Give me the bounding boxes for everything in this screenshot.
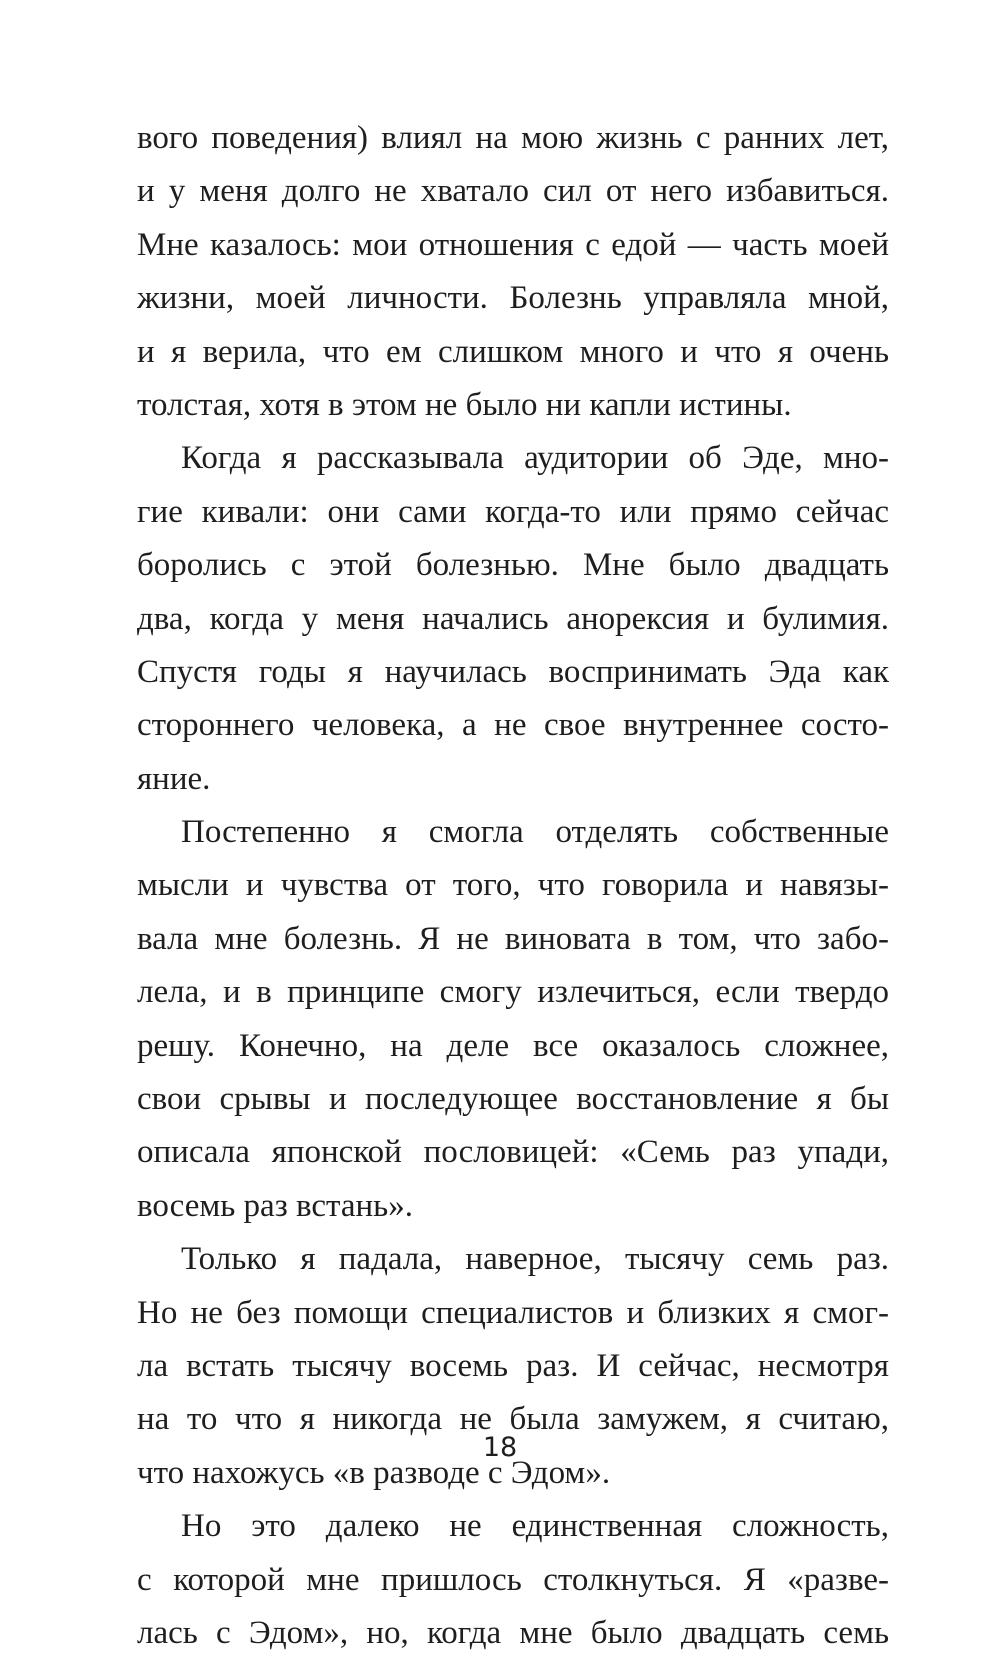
text-line: описала японской пословицей: «Семь раз упади, (137, 1134, 889, 1171)
text-line: толстая, хотя в этом не было ни капли истины. (137, 386, 792, 423)
text-line: лась с Эдом», но, когда мне было двадцать семь (137, 1614, 889, 1651)
text-line: на то что я никогда не была замужем, я считаю, (137, 1401, 889, 1438)
text-line: восемь раз встань». (137, 1187, 413, 1224)
paragraph-start-line: Когда я рассказывала аудитории об Эде, мно- (181, 440, 889, 477)
text-line: гие кивали: они сами когда-то или прямо сейчас (137, 493, 889, 530)
text-line: и я верила, что ем слишком много и что я очень (137, 333, 889, 370)
text-line: Спустя годы я научилась воспринимать Эда как (137, 653, 889, 690)
paragraph-start-line: Постепенно я смогла отделять собственные (181, 814, 889, 851)
text-line: два, когда у меня начались анорексия и булимия. (137, 600, 889, 637)
text-line: ла встать тысячу восемь раз. И сейчас, несмотря (137, 1347, 889, 1384)
text-line: стороннего человека, а не свое внутреннее состо- (137, 707, 889, 744)
text-line: что нахожусь «в разводе с Эдом». (137, 1454, 611, 1491)
text-line: Но не без помощи специалистов и близких я смог- (137, 1294, 889, 1331)
text-line: свои срывы и последующее восстановление я бы (137, 1081, 889, 1118)
body-text (137, 112, 889, 1660)
text-line: с которой мне пришлось столкнуться. Я «разве- (137, 1561, 889, 1598)
text-line: яние. (137, 760, 211, 797)
text-line: лела, и в принципе смогу излечиться, если твердо (137, 974, 889, 1011)
text-line: вого поведения) влиял на мою жизнь с ранних лет, (137, 120, 889, 156)
text-line: боролись с этой болезнью. Мне было двадцать (137, 547, 889, 584)
text-line: мысли и чувства от того, что говорила и навязы- (137, 867, 889, 904)
text-line: Мне казалось: мои отношения с едой — часть моей (137, 226, 889, 263)
paragraph-start-line: Только я падала, наверное, тысячу семь раз. (181, 1241, 889, 1278)
text-line: вала мне болезнь. Я не виновата в том, что забо- (137, 920, 889, 957)
paragraph-start-line: Но это далеко не единственная сложность, (181, 1508, 889, 1545)
text-line: жизни, моей личности. Болезнь управляла мной, (137, 280, 889, 317)
page-number: 18 (482, 1432, 518, 1463)
text-line: и у меня долго не хватало сил от него избавиться. (137, 173, 889, 210)
text-line: решу. Конечно, на деле все оказалось сложнее, (137, 1027, 889, 1064)
